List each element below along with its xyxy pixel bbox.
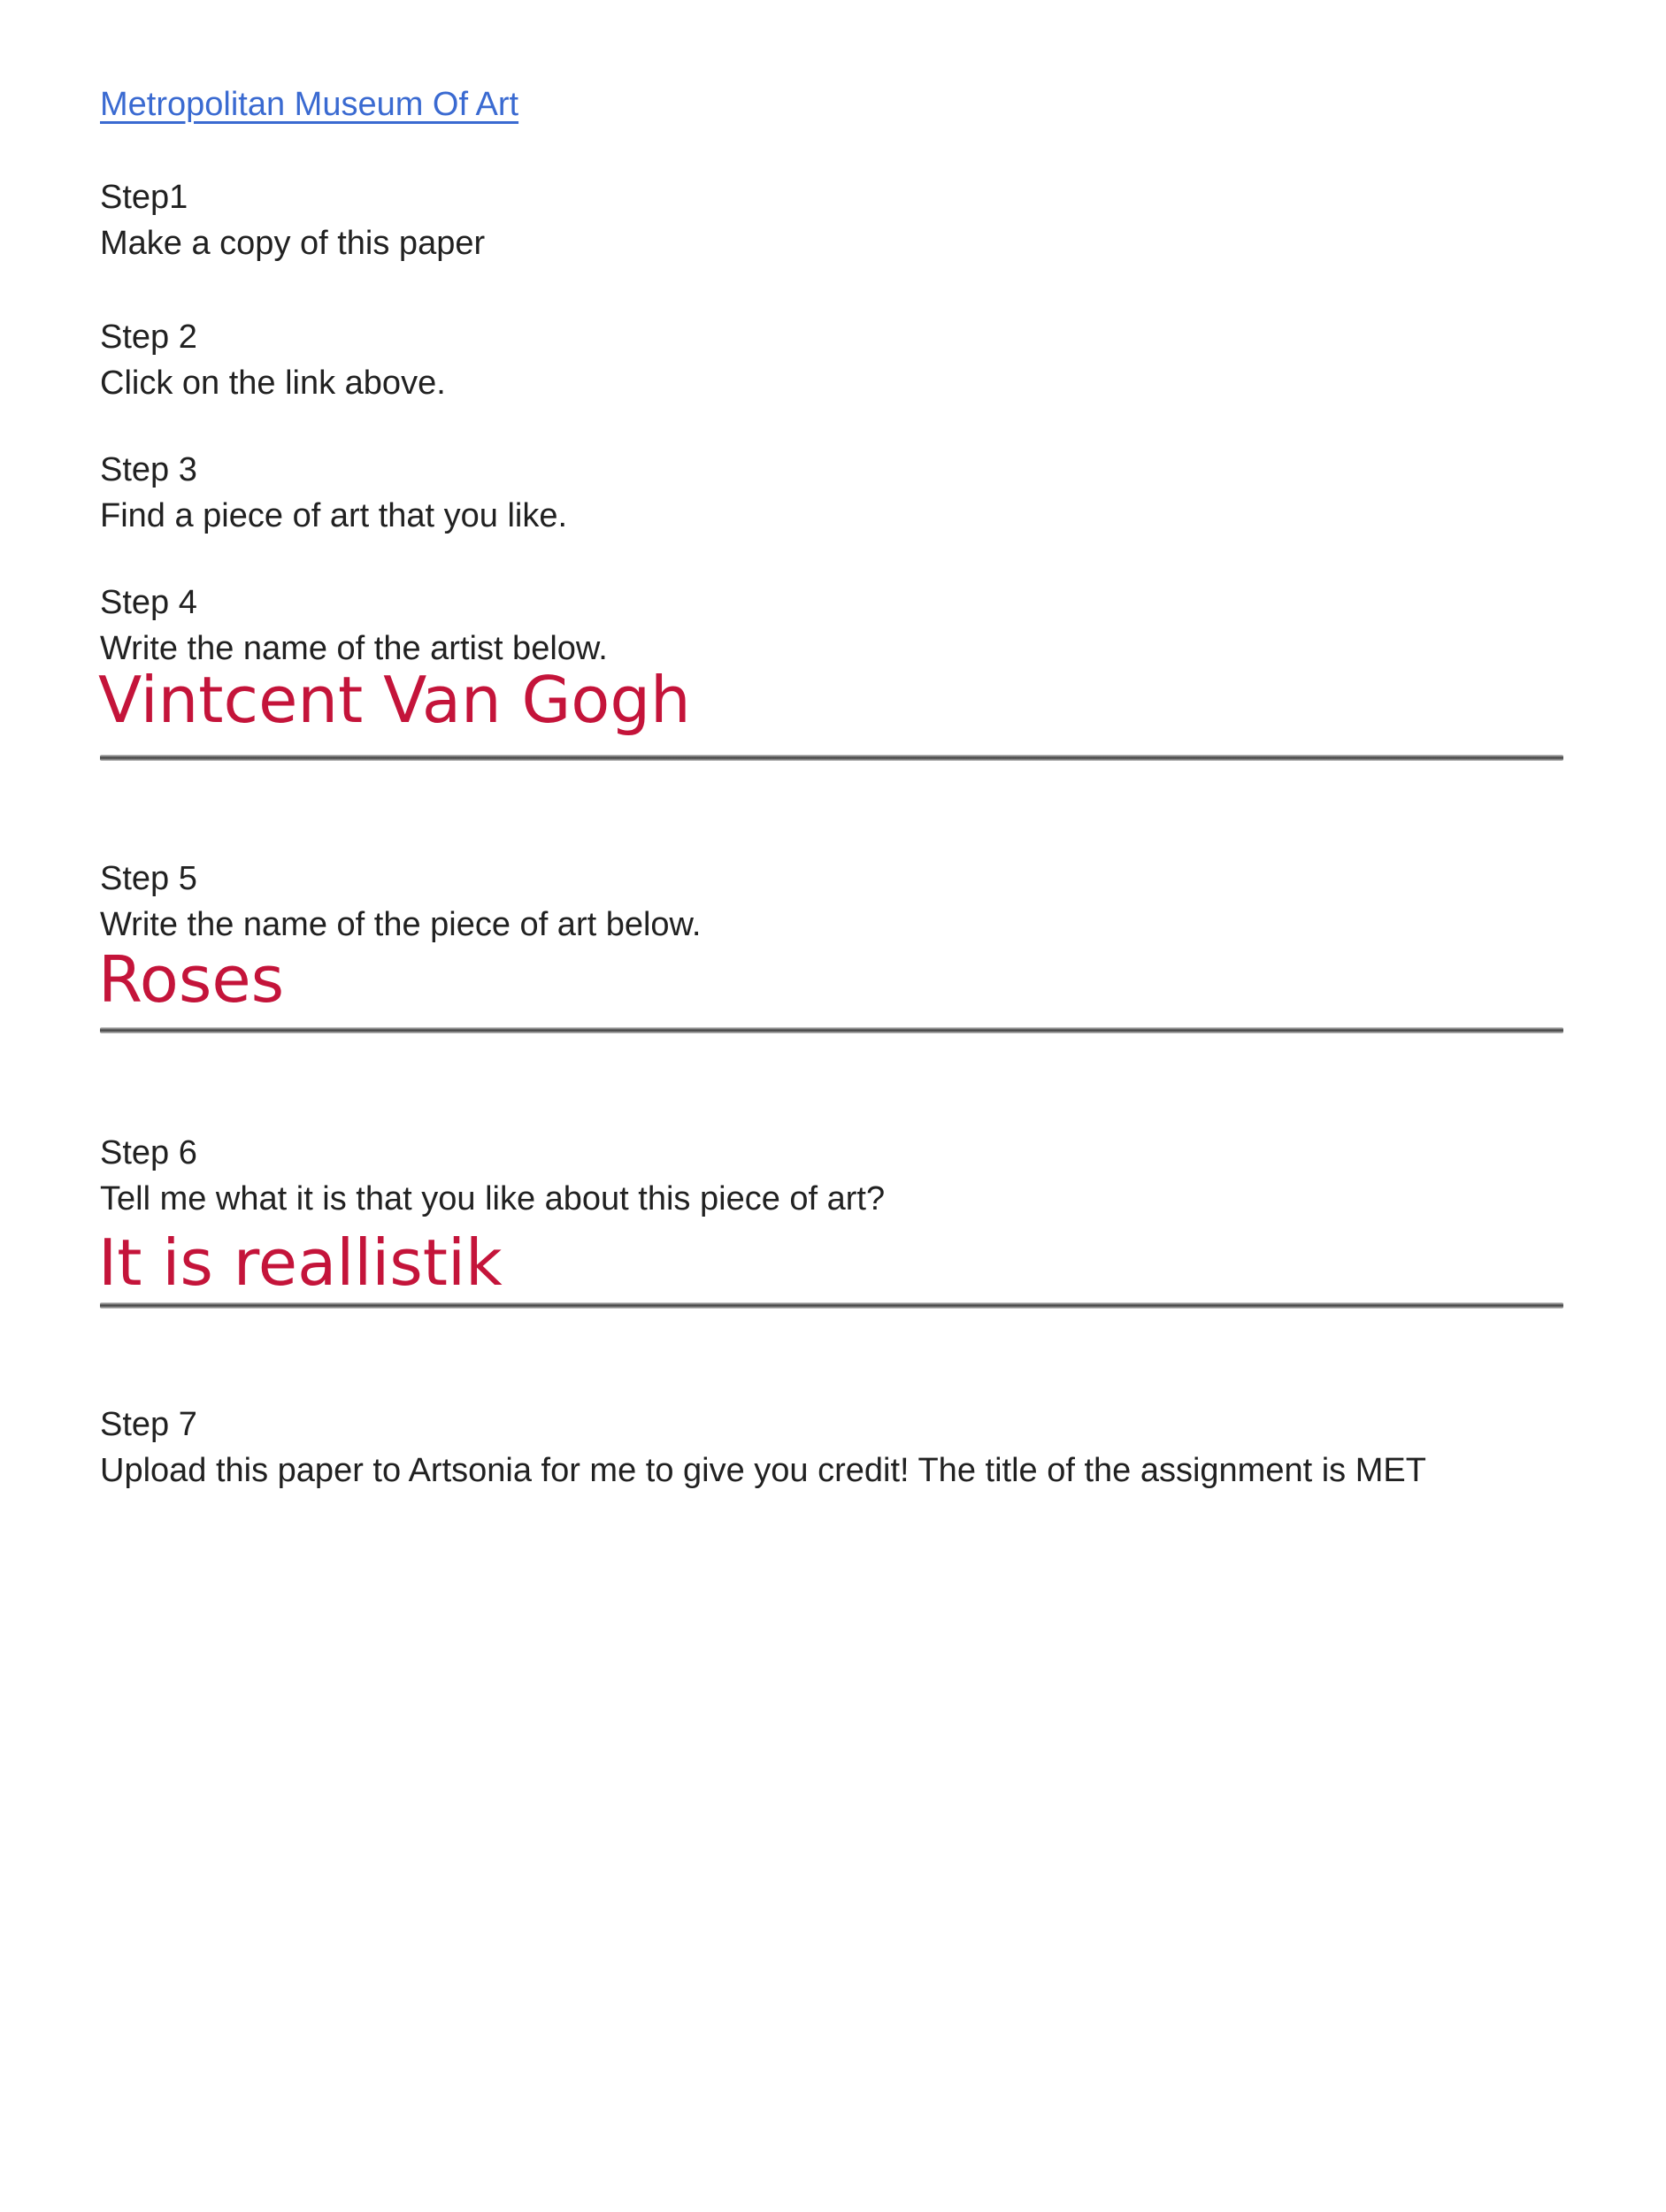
museum-link[interactable]: Metropolitan Museum Of Art [100, 86, 519, 123]
step-6-answer-line [100, 1302, 1563, 1309]
step-5-answer-line [100, 1027, 1563, 1033]
step-6-label: Step 6 [100, 1134, 197, 1171]
step-2-instruction: Click on the link above. [100, 365, 446, 402]
step-4-answer[interactable]: Vintcent Van Gogh [98, 663, 691, 737]
step-1-label: Step1 [100, 179, 188, 216]
step-3-label: Step 3 [100, 451, 197, 488]
step-6-instruction: Tell me what it is that you like about this piece of art? [100, 1180, 886, 1217]
step-1-instruction: Make a copy of this paper [100, 225, 486, 262]
step-5-label: Step 5 [100, 860, 197, 897]
step-7-label: Step 7 [100, 1406, 197, 1443]
step-7-instruction: Upload this paper to Artsonia for me to give you credit! The title of the assignment is MET [100, 1452, 1426, 1489]
step-5-answer[interactable]: Roses [98, 942, 285, 1017]
step-4-label: Step 4 [100, 584, 197, 621]
step-4-answer-line [100, 755, 1563, 761]
step-2-label: Step 2 [100, 319, 197, 356]
step-5-instruction: Write the name of the piece of art below. [100, 906, 702, 943]
step-4-instruction: Write the name of the artist below. [100, 630, 608, 667]
step-6-answer[interactable]: It is reallistik [98, 1225, 503, 1300]
step-3-instruction: Find a piece of art that you like. [100, 497, 568, 534]
